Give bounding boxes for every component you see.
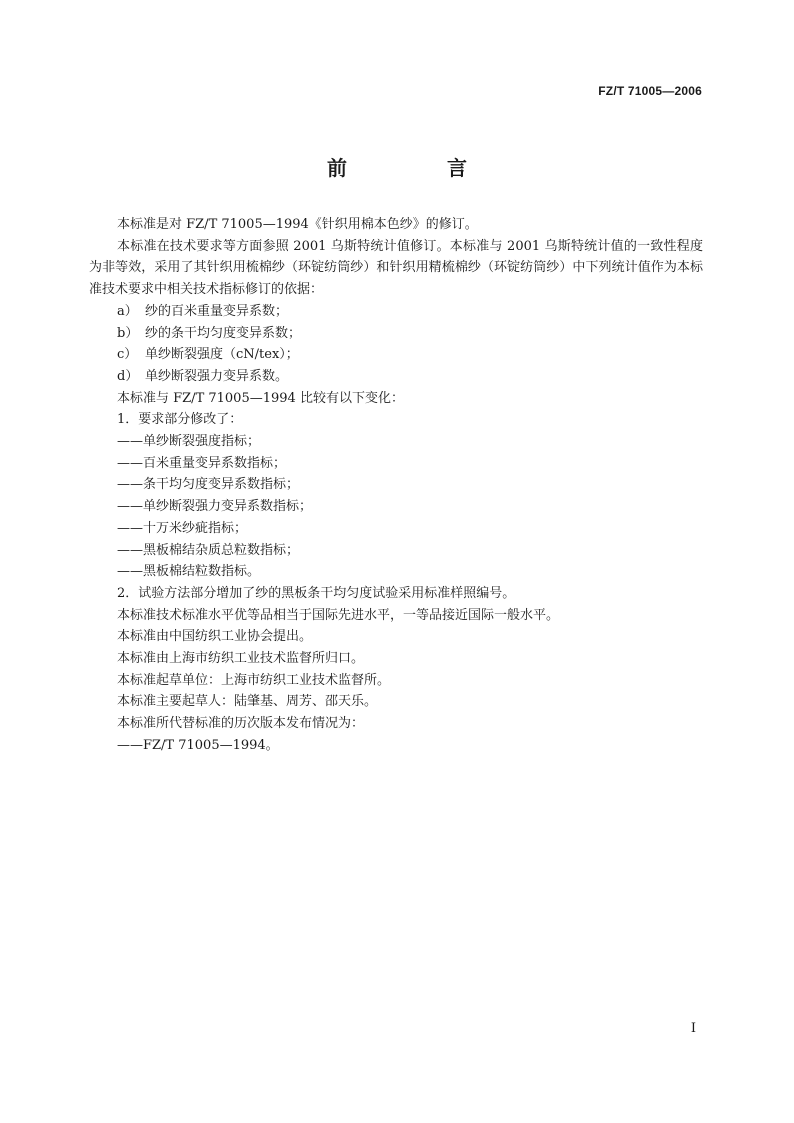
dash-item: ——FZ/T 71005—1994。 (117, 737, 279, 753)
list-item (89, 366, 703, 388)
standard-code: FZ/T 71005—2006 (598, 84, 702, 98)
list-item (89, 301, 703, 323)
paragraph: 2．试验方法部分增加了纱的黑板条干均匀度试验采用标准样照编号。 (117, 585, 516, 601)
list-label: b） (117, 325, 139, 341)
document-body (89, 214, 703, 757)
paragraph: 本标准技术标准水平优等品相当于国际先进水平，一等品接近国际一般水平。 (117, 607, 560, 623)
paragraph: 本标准所代替标准的历次版本发布情况为： (117, 716, 365, 732)
paragraph: 本标准由上海市纺织工业技术监督所归口。 (117, 651, 365, 667)
list-text: 纱的条干均匀度变异系数； (145, 325, 302, 341)
dash-item: ——条干均匀度变异系数指标； (117, 477, 300, 493)
paragraph: 本标准起草单位：上海市纺织工业技术监督所。 (117, 672, 391, 688)
paragraph: 本标准由中国纺织工业协会提出。 (117, 629, 313, 645)
paragraph: 本标准是对 FZ/T 71005—1994《针织用棉本色纱》的修订。 (117, 217, 478, 232)
page-title: 前 言 (327, 156, 507, 180)
dash-item: ——黑板棉结杂质总粒数指标； (117, 542, 300, 558)
dash-item: ——单纱断裂强力变异系数指标； (117, 499, 313, 515)
list-text: 单纱断裂强力变异系数。 (145, 368, 289, 384)
page-number: I (690, 1021, 696, 1036)
paragraph: 本标准与 FZ/T 71005—1994 比较有以下变化： (117, 390, 404, 406)
list-item (89, 344, 703, 366)
list-text: 纱的百米重量变异系数； (145, 303, 289, 319)
paragraph: 1．要求部分修改了： (117, 412, 243, 428)
list-label: d） (117, 368, 139, 384)
dash-item: ——十万米纱疵指标； (117, 520, 248, 536)
dash-item: ——单纱断裂强度指标； (117, 434, 261, 450)
dash-item: ——百米重量变异系数指标； (117, 455, 287, 471)
list-label: c） (117, 347, 138, 363)
paragraph: 本标准主要起草人：陆肇基、周芳、邵天乐。 (117, 694, 378, 710)
list-item (89, 323, 703, 345)
list-text: 单纱断裂强度（cN/tex）； (145, 347, 299, 363)
list-label: a） (117, 303, 138, 319)
dash-item: ——黑板棉结粒数指标。 (117, 564, 261, 580)
paragraph: 本标准在技术要求等方面参照 2001 乌斯特统计值修订。本标准与 2001 乌斯特统计值的一致性程度为非等效，采用了其针织用梳棉纱（环锭纺筒纱）和针织用精梳棉纱（环锭纺筒纱）中下列统计值作为本标准技术要求中相关技术指标修订的依据： (89, 238, 703, 298)
